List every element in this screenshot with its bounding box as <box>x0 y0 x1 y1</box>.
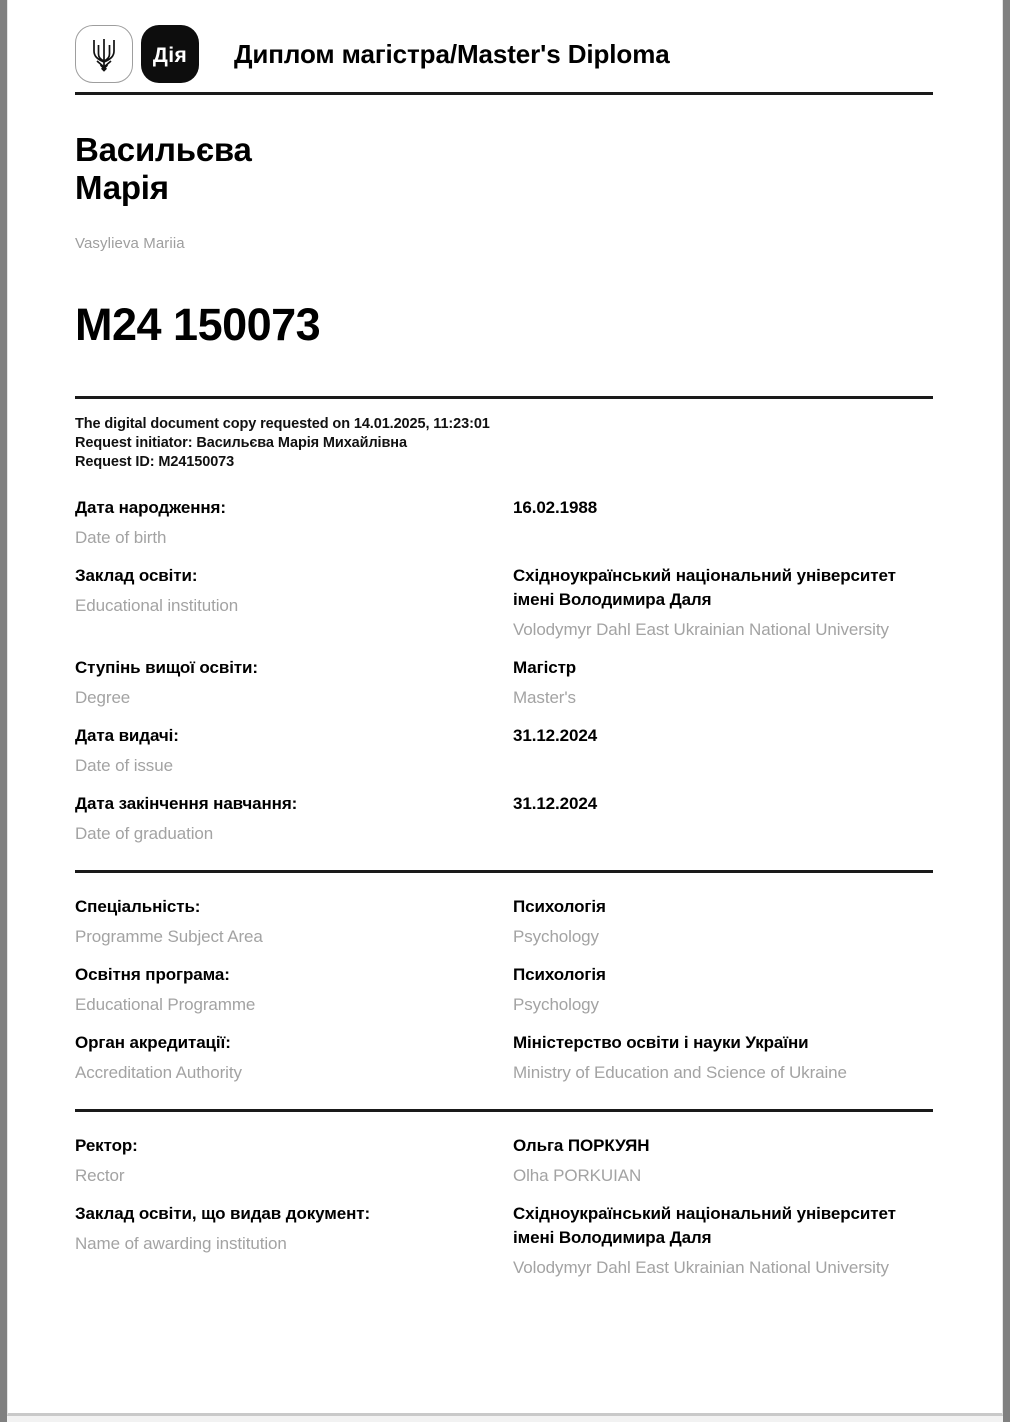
field-label <box>75 656 513 710</box>
field-value <box>513 724 933 748</box>
field-row-date-of-graduation <box>75 792 933 860</box>
field-value-uk: Ольга ПОРКУЯН <box>513 1136 650 1155</box>
field-label-en: Date of issue <box>75 756 173 775</box>
field-row-accreditation-authority <box>75 1031 933 1099</box>
field-value-en: Psychology <box>513 995 599 1014</box>
field-row-educational-institution <box>75 564 933 656</box>
section-programme-info <box>75 873 933 1099</box>
field-label <box>75 1134 513 1188</box>
field-value <box>513 564 933 642</box>
field-row-educational-programme <box>75 963 933 1031</box>
field-label-en: Accreditation Authority <box>75 1063 242 1082</box>
field-label-uk: Ступінь вищої освіти: <box>75 658 258 677</box>
field-label-uk: Дата закінчення навчання: <box>75 794 298 813</box>
person-given-name: Марія <box>75 169 169 206</box>
field-label <box>75 963 513 1017</box>
field-row-awarding-institution <box>75 1202 933 1294</box>
field-value-uk: Міністерство освіти і науки України <box>513 1033 809 1052</box>
field-value-en: Olha PORKUIAN <box>513 1166 642 1185</box>
field-label-uk: Ректор: <box>75 1136 138 1155</box>
field-label <box>75 895 513 949</box>
page-frame-right-edge <box>1003 0 1010 1422</box>
field-value <box>513 1202 933 1280</box>
field-label-en: Educational institution <box>75 596 239 615</box>
field-row-rector <box>75 1134 933 1202</box>
request-info-block <box>75 415 933 472</box>
request-initiator-line: Request initiator: Васильєва Марія Михайлівна <box>75 435 407 451</box>
section-issuer-info <box>75 1112 933 1294</box>
field-value-uk: 31.12.2024 <box>513 794 598 813</box>
field-value <box>513 1031 933 1085</box>
field-label-en: Educational Programme <box>75 995 256 1014</box>
field-label <box>75 564 513 618</box>
document-header <box>75 0 933 92</box>
field-value <box>513 963 933 1017</box>
field-value-en: Volodymyr Dahl East Ukrainian National University <box>513 1258 889 1277</box>
field-label <box>75 1031 513 1085</box>
field-value-en: Ministry of Education and Science of Ukraine <box>513 1063 847 1082</box>
field-value-en: Psychology <box>513 927 599 946</box>
field-value-uk: 31.12.2024 <box>513 726 598 745</box>
field-label-uk: Орган акредитації: <box>75 1033 231 1052</box>
field-label-uk: Спеціальність: <box>75 897 201 916</box>
field-row-subject-area <box>75 895 933 963</box>
field-value <box>513 792 933 816</box>
field-label-uk: Заклад освіти, що видав документ: <box>75 1204 371 1223</box>
field-value <box>513 496 933 520</box>
field-label-en: Date of birth <box>75 528 167 547</box>
field-value-uk: Східноукраїнський національний університет імені Володимира Даля <box>513 566 896 609</box>
field-value <box>513 656 933 710</box>
field-label-uk: Дата народження: <box>75 498 226 517</box>
person-surname: Васильєва <box>75 131 252 168</box>
field-label <box>75 724 513 778</box>
field-value-en: Master's <box>513 688 576 707</box>
field-label-en: Degree <box>75 688 131 707</box>
field-value-uk: 16.02.1988 <box>513 498 598 517</box>
request-timestamp-line: The digital document copy requested on 14.01.2025, 11:23:01 <box>75 416 490 432</box>
diploma-page <box>7 0 1003 1416</box>
ukraine-trident-icon <box>75 25 133 83</box>
field-value-en: Volodymyr Dahl East Ukrainian National University <box>513 620 889 639</box>
diploma-number: M24 150073 <box>75 299 321 350</box>
request-id-line: Request ID: M24150073 <box>75 454 235 470</box>
field-label <box>75 792 513 846</box>
section-general-info <box>75 472 933 860</box>
field-row-degree <box>75 656 933 724</box>
field-value-uk: Психологія <box>513 965 606 984</box>
field-label <box>75 1202 513 1256</box>
field-label-uk: Дата видачі: <box>75 726 179 745</box>
field-label-en: Date of graduation <box>75 824 214 843</box>
number-divider <box>75 396 933 399</box>
field-label-en: Rector <box>75 1166 125 1185</box>
field-label-en: Name of awarding institution <box>75 1234 287 1253</box>
page-frame-left-edge <box>0 0 7 1422</box>
field-label-uk: Заклад освіти: <box>75 566 198 585</box>
field-label-uk: Освітня програма: <box>75 965 230 984</box>
field-row-date-of-issue <box>75 724 933 792</box>
field-value-uk: Психологія <box>513 897 606 916</box>
field-label-en: Programme Subject Area <box>75 927 263 946</box>
field-value-uk: Магістр <box>513 658 577 677</box>
field-label <box>75 496 513 550</box>
person-identity-block <box>75 95 933 252</box>
page-title: Диплом магістра/Master's Diploma <box>234 38 670 69</box>
field-value-uk: Східноукраїнський національний університет імені Володимира Даля <box>513 1204 896 1247</box>
diia-logo: Дія <box>141 25 199 83</box>
person-transliteration: Vasylieva Mariia <box>75 235 185 252</box>
field-value <box>513 1134 933 1188</box>
field-row-date-of-birth <box>75 496 933 564</box>
field-value <box>513 895 933 949</box>
